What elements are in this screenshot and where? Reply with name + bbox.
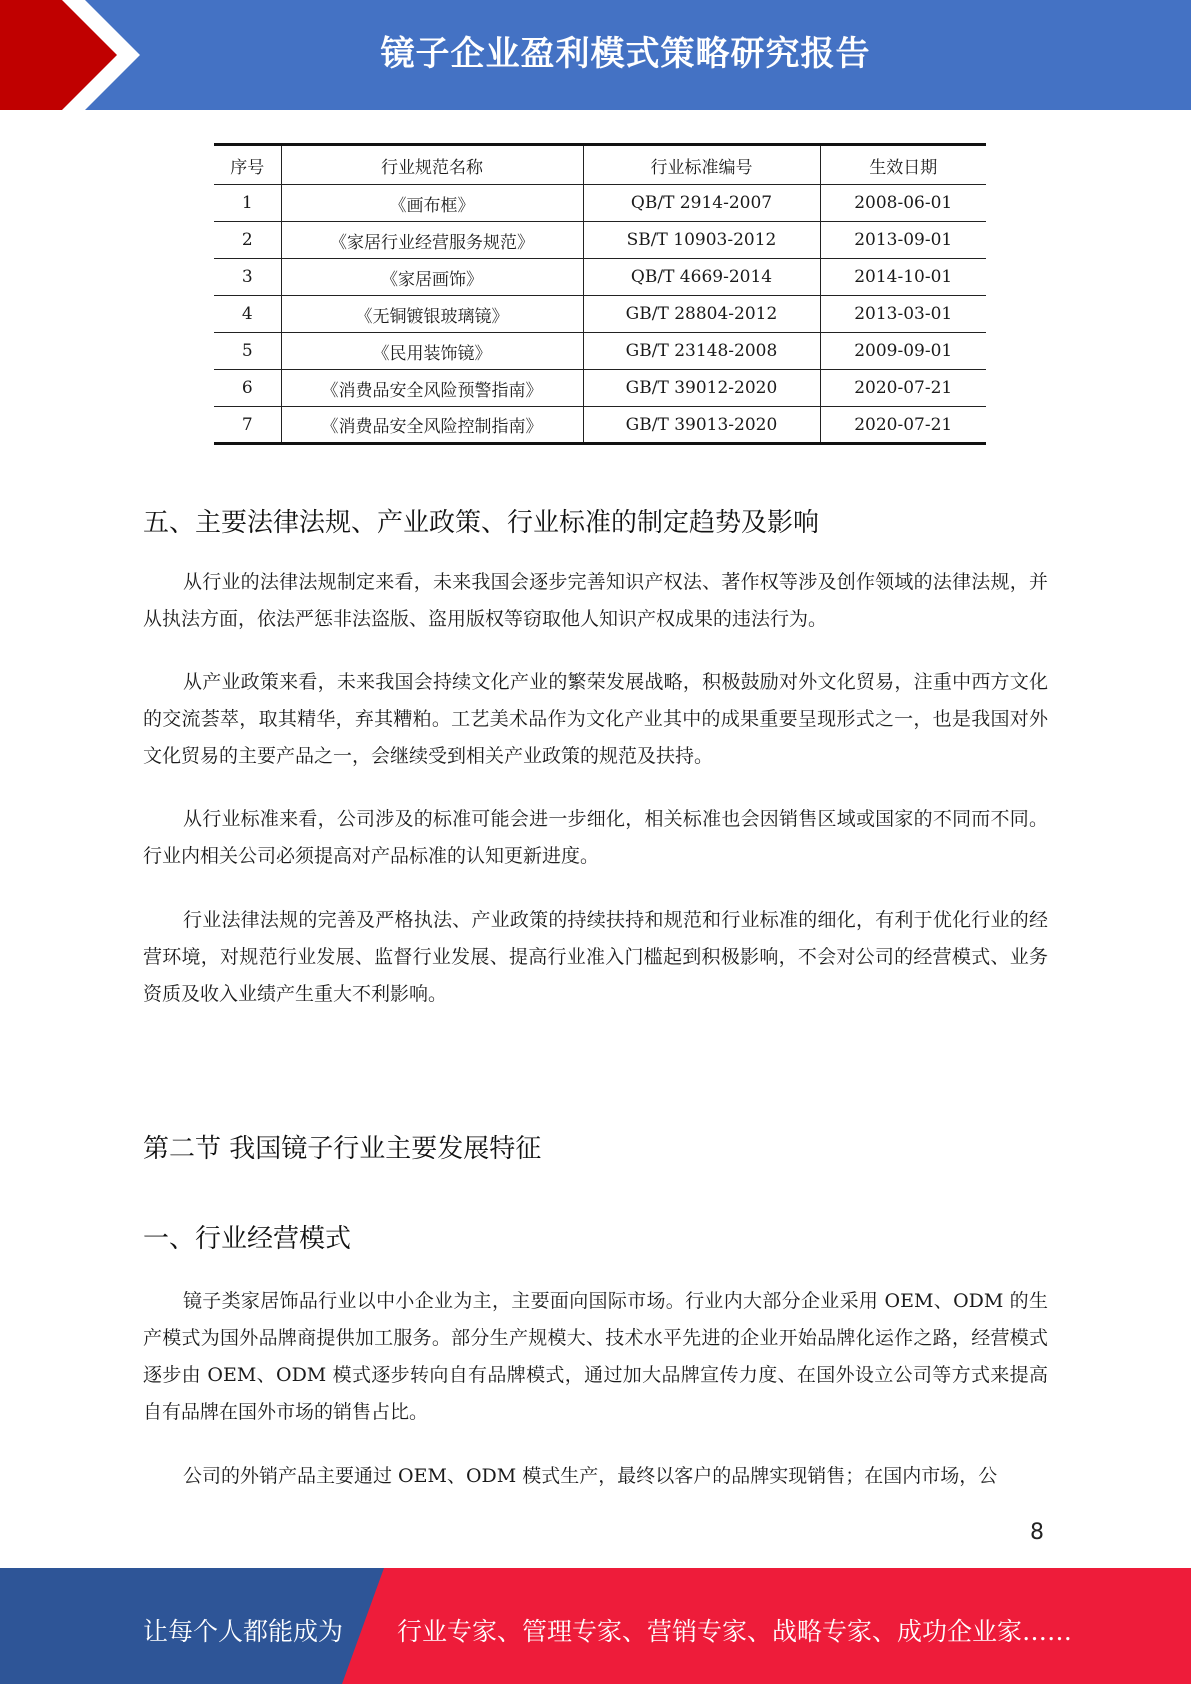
report-title: 镜子企业盈利模式策略研究报告 xyxy=(380,34,871,74)
column-header: 行业规范名称 xyxy=(281,145,583,185)
table-cell: 2013-09-01 xyxy=(820,222,986,259)
column-header: 生效日期 xyxy=(820,145,986,185)
table-cell: 《画布框》 xyxy=(281,185,583,222)
paragraph: 从行业的法律法规制定来看，未来我国会逐步完善知识产权法、著作权等涉及创作领域的法律法规，并从执法方面，依法严惩非法盗版、盗用版权等窃取他人知识产权成果的违法行为。 xyxy=(143,571,1048,630)
footer-slogan-left: 让每个人都能成为 xyxy=(143,1617,344,1646)
industry-standards-table xyxy=(214,143,986,445)
table-cell: 2008-06-01 xyxy=(820,185,986,222)
table-row xyxy=(214,296,986,333)
table-cell: GB/T 23148-2008 xyxy=(583,333,820,370)
table-cell: 3 xyxy=(214,259,281,296)
table-cell: 1 xyxy=(214,185,281,222)
table-cell: QB/T 4669-2014 xyxy=(583,259,820,296)
table-cell: 《消费品安全风险预警指南》 xyxy=(281,370,583,407)
column-header: 行业标准编号 xyxy=(583,145,820,185)
table-cell: 《家居画饰》 xyxy=(281,259,583,296)
table-cell: 2013-03-01 xyxy=(820,296,986,333)
section-heading: 一、行业经营模式 xyxy=(143,1224,352,1254)
section-heading: 五、主要法律法规、产业政策、行业标准的制定趋势及影响 xyxy=(143,508,820,538)
page-number: 8 xyxy=(1030,1520,1044,1545)
footer-banner xyxy=(0,1568,1191,1684)
table-cell: 《民用装饰镜》 xyxy=(281,333,583,370)
table-cell: 《消费品安全风险控制指南》 xyxy=(281,407,583,444)
table-cell: GB/T 39013-2020 xyxy=(583,407,820,444)
paragraph: 行业法律法规的完善及严格执法、产业政策的持续扶持和规范和行业标准的细化，有利于优化行业的经营环境，对规范行业发展、监督行业发展、提高行业准入门槛起到积极影响，不会对公司的经营模式、业务资质及收入业绩产生重大不利影响。 xyxy=(143,909,1048,1005)
column-header: 序号 xyxy=(214,145,281,185)
table-row xyxy=(214,407,986,444)
table-cell: SB/T 10903-2012 xyxy=(583,222,820,259)
table-cell: 4 xyxy=(214,296,281,333)
table-header-row xyxy=(214,145,986,185)
paragraph: 公司的外销产品主要通过 OEM、ODM 模式生产，最终以客户的品牌实现销售；在国内市场，公 xyxy=(183,1465,998,1487)
table-row xyxy=(214,222,986,259)
table-cell: 7 xyxy=(214,407,281,444)
paragraph: 从产业政策来看，未来我国会持续文化产业的繁荣发展战略，积极鼓励对外文化贸易，注重中西方文化的交流荟萃，取其精华，弃其糟粕。工艺美术品作为文化产业其中的成果重要呈现形式之一，也是我国对外文化贸易的主要产品之一，会继续受到相关产业政策的规范及扶持。 xyxy=(143,671,1048,767)
table-row xyxy=(214,185,986,222)
paragraph: 镜子类家居饰品行业以中小企业为主，主要面向国际市场。行业内大部分企业采用 OEM、ODM 的生产模式为国外品牌商提供加工服务。部分生产规模大、技术水平先进的企业开始品牌化运作之路，经营模式逐步由 OEM、ODM 模式逐步转向自有品牌模式，通过加大品牌宣传力度、在国外设立公司等方式来提高自有品牌在国外市场的销售占比。 xyxy=(143,1290,1048,1423)
header-banner xyxy=(0,0,1191,110)
table-row xyxy=(214,333,986,370)
table-row xyxy=(214,259,986,296)
table-cell: 《无铜镀银玻璃镜》 xyxy=(281,296,583,333)
table-cell: 《家居行业经营服务规范》 xyxy=(281,222,583,259)
paragraph: 从行业标准来看，公司涉及的标准可能会进一步细化，相关标准也会因销售区域或国家的不同而不同。行业内相关公司必须提高对产品标准的认知更新进度。 xyxy=(143,808,1048,867)
table-row xyxy=(214,370,986,407)
footer-slogan-right: 行业专家、管理专家、营销专家、战略专家、成功企业家…… xyxy=(397,1617,1073,1646)
chapter-heading: 第二节 我国镜子行业主要发展特征 xyxy=(143,1134,542,1164)
table-cell: 6 xyxy=(214,370,281,407)
table-cell: 5 xyxy=(214,333,281,370)
table-cell: 2009-09-01 xyxy=(820,333,986,370)
table-cell: 2 xyxy=(214,222,281,259)
table-cell: GB/T 28804-2012 xyxy=(583,296,820,333)
table-cell: GB/T 39012-2020 xyxy=(583,370,820,407)
table-cell: QB/T 2914-2007 xyxy=(583,185,820,222)
table-cell: 2020-07-21 xyxy=(820,370,986,407)
table-cell: 2014-10-01 xyxy=(820,259,986,296)
table-cell: 2020-07-21 xyxy=(820,407,986,444)
